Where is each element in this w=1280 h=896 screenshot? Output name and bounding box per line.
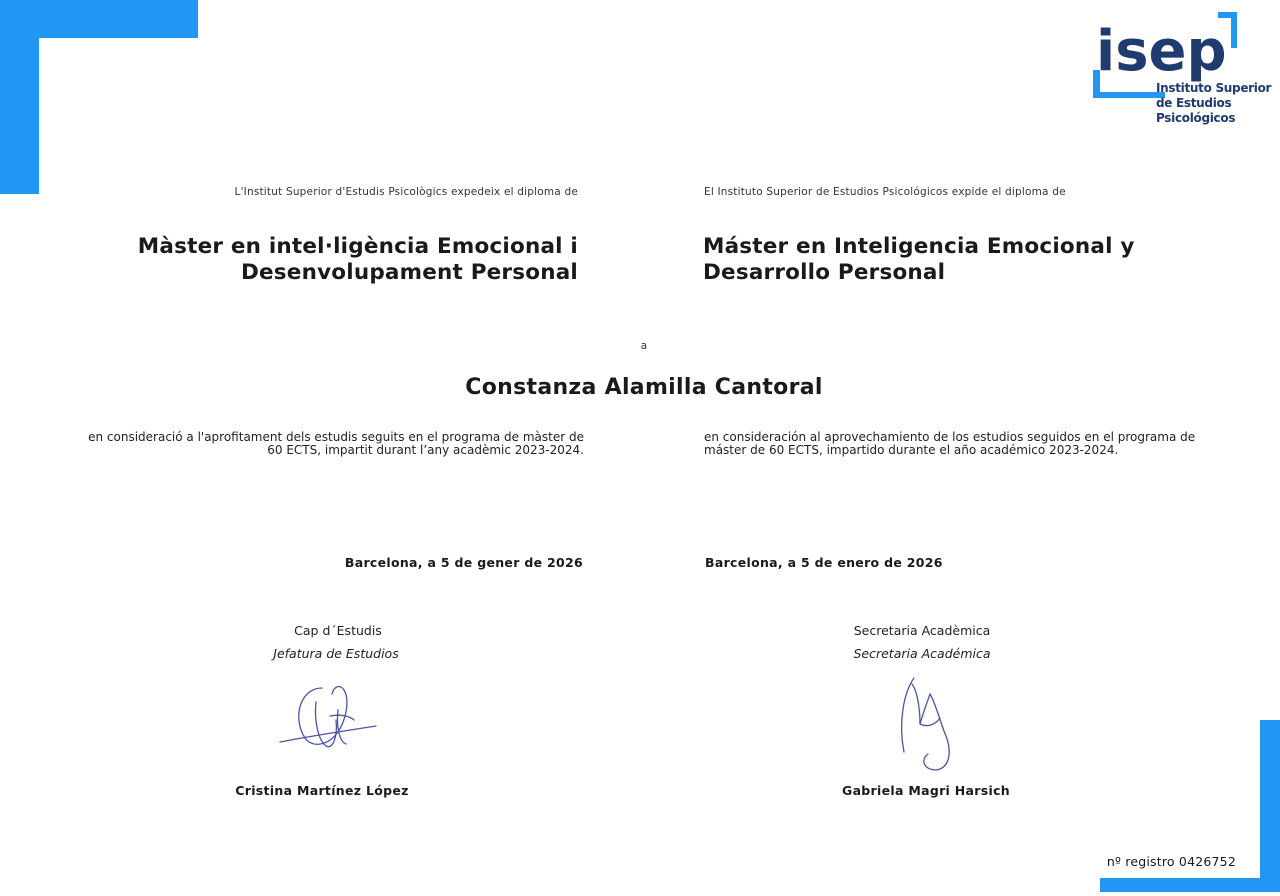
recipient-name: Constanza Alamilla Cantoral [465, 375, 823, 400]
logo-subtitle-line-3: Psicológicos [1156, 111, 1236, 125]
logo-wordmark: isep [1096, 19, 1227, 84]
catalan-body-line-1: en consideració a l'aprofitament dels estudis seguits en el programa de màster de [88, 430, 584, 444]
spanish-title-line-2: Desarrollo Personal [703, 260, 946, 285]
signature-1-icon [270, 680, 390, 760]
spanish-intro: El Instituto Superior de Estudios Psicológicos expide el diploma de [704, 186, 1066, 198]
catalan-body [88, 431, 584, 457]
spanish-body-line-1: en consideración al aprovechamiento de los estudios seguidos en el programa de [704, 430, 1196, 444]
spanish-title-line-1: Máster en Inteligencia Emocional y [703, 234, 1135, 259]
signatory-2-role-es: Secretaria Académica [853, 646, 991, 661]
signatory-2-signature [890, 672, 960, 772]
spanish-body-line-2: máster de 60 ECTS, impartido durante el año académico 2023-2024. [704, 443, 1119, 457]
signatory-1-role-es: Jefatura de Estudios [273, 646, 399, 661]
catalan-title-line-2: Desenvolupament Personal [240, 260, 578, 285]
signature-2-icon [890, 672, 960, 772]
recipient-prefix: a [640, 340, 648, 352]
spanish-body [704, 431, 1195, 457]
catalan-date: Barcelona, a 5 de gener de 2026 [344, 555, 583, 570]
signatory-2-role-ca: Secretaria Acadèmica [853, 623, 991, 638]
signatory-2-name: Gabriela Magri Harsich [842, 783, 1010, 798]
signatory-1-signature [270, 680, 390, 760]
spanish-date: Barcelona, a 5 de enero de 2026 [705, 555, 943, 570]
corner-bracket-top-left [0, 0, 198, 194]
registry-number: nº registro 0426752 [1106, 854, 1236, 869]
logo-subtitle-line-1: Instituto Superior [1156, 81, 1272, 95]
catalan-body-line-2: 60 ECTS, impartit durant l’any acadèmic 2023-2024. [267, 443, 584, 457]
signatory-1-role-ca: Cap d´Estudis [294, 623, 382, 638]
catalan-title-line-1: Màster en intel·ligència Emocional i [137, 234, 578, 259]
catalan-diploma-title [138, 234, 578, 286]
signatory-1-name: Cristina Martínez López [235, 783, 409, 798]
isep-logo [1090, 8, 1270, 128]
spanish-diploma-title [703, 234, 1135, 286]
catalan-intro: L'Institut Superior d'Estudis Psicològics expedeix el diploma de [234, 186, 578, 198]
logo-subtitle-line-2: de Estudios [1156, 96, 1232, 110]
